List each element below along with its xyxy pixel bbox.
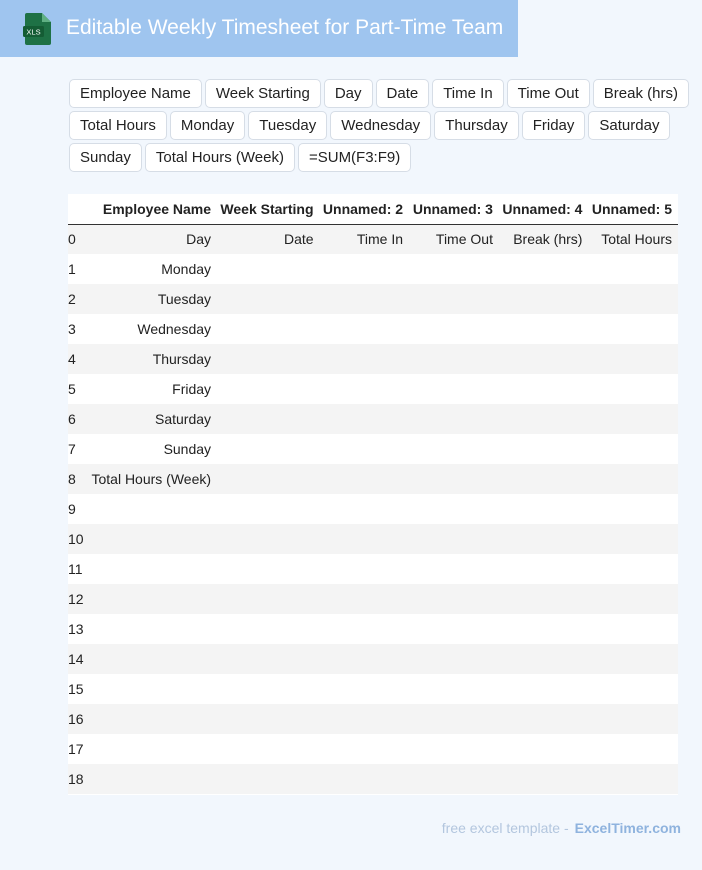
table-cell[interactable]	[217, 494, 319, 524]
table-cell[interactable]	[320, 764, 410, 794]
table-cell[interactable]	[409, 554, 499, 584]
table-row	[68, 434, 678, 464]
table-cell[interactable]	[84, 704, 217, 734]
table-cell[interactable]	[499, 734, 589, 764]
table-cell[interactable]: Total Hours	[588, 224, 678, 254]
column-header: Employee Name	[84, 194, 217, 224]
table-cell[interactable]	[217, 374, 319, 404]
header-chip: Date	[376, 79, 430, 108]
table-row	[68, 614, 678, 644]
table-cell[interactable]: Friday	[84, 374, 217, 404]
table-cell[interactable]	[409, 674, 499, 704]
header-chip: Break (hrs)	[593, 79, 689, 108]
index-header	[68, 194, 84, 224]
table-row	[68, 644, 678, 674]
table-cell[interactable]	[499, 614, 589, 644]
table-cell[interactable]	[320, 644, 410, 674]
table-cell[interactable]	[320, 584, 410, 614]
table-row	[68, 524, 678, 554]
data-table	[68, 194, 678, 794]
header-chip: Monday	[170, 111, 245, 140]
table-cell[interactable]	[409, 704, 499, 734]
table-cell[interactable]	[84, 644, 217, 674]
row-index: 13	[68, 614, 84, 644]
table-cell[interactable]	[499, 284, 589, 314]
table-cell[interactable]: Saturday	[84, 404, 217, 434]
header-chip: Day	[324, 79, 373, 108]
table-cell[interactable]	[588, 344, 678, 374]
row-index: 5	[68, 374, 84, 404]
table-cell[interactable]	[409, 614, 499, 644]
table-cell[interactable]	[499, 464, 589, 494]
table-row	[68, 344, 678, 374]
table-cell[interactable]	[320, 554, 410, 584]
table-cell[interactable]	[588, 314, 678, 344]
header-chip: Time In	[432, 79, 503, 108]
title-bar	[0, 0, 518, 57]
table-cell[interactable]	[320, 494, 410, 524]
row-index: 18	[68, 764, 84, 794]
table-cell[interactable]	[217, 764, 319, 794]
table-cell[interactable]	[217, 554, 319, 584]
table-cell[interactable]	[320, 734, 410, 764]
header-chip: Tuesday	[248, 111, 327, 140]
row-index: 2	[68, 284, 84, 314]
table-cell[interactable]	[588, 404, 678, 434]
footer-brand-link[interactable]: ExcelTimer.com	[574, 820, 681, 836]
table-cell[interactable]	[320, 704, 410, 734]
table-row	[68, 494, 678, 524]
table-cell[interactable]	[409, 734, 499, 764]
table-cell[interactable]: Monday	[84, 254, 217, 284]
row-index: 6	[68, 404, 84, 434]
table-row	[68, 734, 678, 764]
table-row	[68, 284, 678, 314]
table-cell[interactable]	[84, 494, 217, 524]
table-cell[interactable]	[84, 674, 217, 704]
table-cell[interactable]	[499, 764, 589, 794]
table-row	[68, 464, 678, 494]
table-cell[interactable]	[588, 614, 678, 644]
table-cell[interactable]	[588, 554, 678, 584]
table-cell[interactable]	[320, 374, 410, 404]
row-index: 16	[68, 704, 84, 734]
table-cell[interactable]	[409, 584, 499, 614]
table-cell[interactable]	[320, 404, 410, 434]
row-index: 7	[68, 434, 84, 464]
header-chip: Wednesday	[330, 111, 431, 140]
table-row	[68, 404, 678, 434]
table-cell[interactable]	[320, 254, 410, 284]
column-header: Unnamed: 5	[588, 194, 678, 224]
header-chips	[69, 79, 689, 172]
column-header: Unnamed: 3	[409, 194, 499, 224]
row-index: 11	[68, 554, 84, 584]
table-cell[interactable]	[409, 494, 499, 524]
table-cell[interactable]	[409, 404, 499, 434]
table-cell[interactable]: Date	[217, 224, 319, 254]
table-cell[interactable]	[84, 524, 217, 554]
table-cell[interactable]	[588, 674, 678, 704]
row-index: 17	[68, 734, 84, 764]
row-index: 1	[68, 254, 84, 284]
row-index: 4	[68, 344, 84, 374]
table-cell[interactable]	[588, 374, 678, 404]
table-cell[interactable]	[217, 254, 319, 284]
footer-credit	[442, 820, 681, 836]
table-cell[interactable]	[409, 254, 499, 284]
table-cell[interactable]	[217, 704, 319, 734]
table-cell[interactable]	[320, 614, 410, 644]
table-cell[interactable]	[588, 764, 678, 794]
table-cell[interactable]	[217, 734, 319, 764]
table-cell[interactable]	[588, 464, 678, 494]
table-cell[interactable]	[499, 524, 589, 554]
row-index: 3	[68, 314, 84, 344]
table-cell[interactable]: Total Hours (Week)	[84, 464, 217, 494]
row-index: 15	[68, 674, 84, 704]
column-header: Unnamed: 2	[320, 194, 410, 224]
table-cell[interactable]	[499, 314, 589, 344]
table-cell[interactable]	[588, 284, 678, 314]
table-cell[interactable]	[499, 674, 589, 704]
row-index: 0	[68, 224, 84, 254]
table-cell[interactable]	[217, 524, 319, 554]
table-cell[interactable]	[84, 764, 217, 794]
table-row	[68, 704, 678, 734]
table-row	[68, 584, 678, 614]
table-cell[interactable]	[320, 674, 410, 704]
table-cell[interactable]	[320, 464, 410, 494]
header-chip: Sunday	[69, 143, 142, 172]
table-row	[68, 554, 678, 584]
table-cell[interactable]	[499, 494, 589, 524]
table-row	[68, 314, 678, 344]
footer-text: free excel template -	[441, 820, 569, 836]
table-cell[interactable]	[320, 344, 410, 374]
table-cell[interactable]	[320, 284, 410, 314]
table-cell[interactable]	[84, 734, 217, 764]
table-cell[interactable]	[588, 584, 678, 614]
table-cell[interactable]	[588, 494, 678, 524]
table-cell[interactable]	[320, 434, 410, 464]
column-header: Unnamed: 4	[499, 194, 589, 224]
table-cell[interactable]	[409, 344, 499, 374]
table-row	[68, 374, 678, 404]
table-cell[interactable]	[409, 314, 499, 344]
table-row	[68, 764, 678, 794]
row-index: 10	[68, 524, 84, 554]
table-cell[interactable]	[409, 434, 499, 464]
table-cell[interactable]	[409, 644, 499, 674]
table-row	[68, 254, 678, 284]
header-chip: =SUM(F3:F9)	[298, 143, 411, 172]
table-cell[interactable]	[588, 704, 678, 734]
header-chip: Total Hours (Week)	[145, 143, 295, 172]
table-cell[interactable]	[217, 284, 319, 314]
table-cell[interactable]: Wednesday	[84, 314, 217, 344]
table-cell[interactable]	[499, 344, 589, 374]
table-cell[interactable]	[588, 644, 678, 674]
header-chip: Week Starting	[205, 79, 321, 108]
table-cell[interactable]	[84, 554, 217, 584]
table-cell[interactable]	[588, 434, 678, 464]
table-cell[interactable]: Break (hrs)	[499, 224, 589, 254]
table-cell[interactable]	[217, 644, 319, 674]
header-chip: Time Out	[507, 79, 590, 108]
table-cell[interactable]	[409, 524, 499, 554]
table-cell[interactable]	[499, 704, 589, 734]
table-row	[68, 224, 678, 254]
excel-file-icon	[23, 13, 51, 45]
header-chip: Saturday	[588, 111, 670, 140]
table-cell[interactable]	[409, 374, 499, 404]
table-cell[interactable]	[217, 614, 319, 644]
table-row	[68, 674, 678, 704]
table-cell[interactable]	[217, 584, 319, 614]
row-index: 12	[68, 584, 84, 614]
table-cell[interactable]: Sunday	[84, 434, 217, 464]
table-cell[interactable]: Tuesday	[84, 284, 217, 314]
table-cell[interactable]	[499, 374, 589, 404]
table-cell[interactable]	[499, 404, 589, 434]
table-cell[interactable]	[320, 524, 410, 554]
table-cell[interactable]	[499, 434, 589, 464]
column-header: Week Starting	[217, 194, 319, 224]
table-cell[interactable]: Time In	[320, 224, 410, 254]
table-cell[interactable]	[499, 254, 589, 284]
table-cell[interactable]	[84, 584, 217, 614]
table-cell[interactable]: Time Out	[409, 224, 499, 254]
icon-label: XLS	[26, 27, 41, 37]
data-table-container	[68, 194, 678, 795]
table-cell[interactable]	[588, 734, 678, 764]
table-cell[interactable]	[217, 404, 319, 434]
table-cell[interactable]	[588, 254, 678, 284]
table-cell[interactable]	[409, 284, 499, 314]
table-cell[interactable]	[217, 434, 319, 464]
header-chip: Total Hours	[69, 111, 167, 140]
table-cell[interactable]	[499, 554, 589, 584]
table-cell[interactable]	[499, 584, 589, 614]
table-cell[interactable]	[320, 314, 410, 344]
header-chip: Employee Name	[69, 79, 202, 108]
table-cell[interactable]: Thursday	[84, 344, 217, 374]
row-index: 8	[68, 464, 84, 494]
table-cell[interactable]	[84, 614, 217, 644]
table-cell[interactable]	[409, 464, 499, 494]
table-cell[interactable]	[217, 344, 319, 374]
row-index: 9	[68, 494, 84, 524]
table-cell[interactable]	[217, 464, 319, 494]
row-index: 14	[68, 644, 84, 674]
table-cell[interactable]: Day	[84, 224, 217, 254]
header-chip: Thursday	[434, 111, 519, 140]
table-cell[interactable]	[217, 314, 319, 344]
table-cell[interactable]	[409, 764, 499, 794]
table-cell[interactable]	[499, 644, 589, 674]
header-chip: Friday	[522, 111, 586, 140]
table-cell[interactable]	[588, 524, 678, 554]
page-title: Editable Weekly Timesheet for Part-Time Team	[66, 16, 504, 39]
table-cell[interactable]	[217, 674, 319, 704]
